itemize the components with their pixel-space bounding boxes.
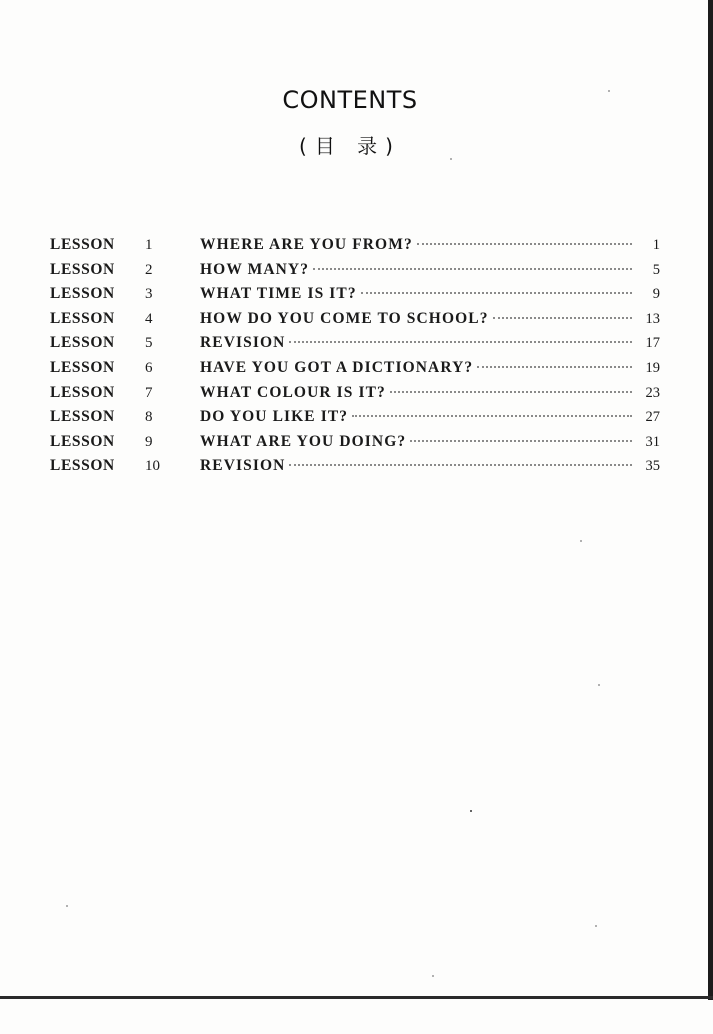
scan-speck (580, 540, 582, 542)
toc-entry (200, 381, 660, 406)
lesson-label: LESSON (50, 236, 115, 253)
lesson-title: REVISION (200, 334, 286, 352)
dot-leader (410, 440, 632, 442)
lesson-title: HOW MANY? (200, 260, 310, 278)
lesson-label: LESSON (50, 334, 115, 352)
page-number: 5 (652, 261, 660, 278)
lesson-label: LESSON (50, 285, 115, 303)
scan-speck (432, 975, 434, 977)
toc-row[interactable] (50, 356, 660, 381)
page-edge-shadow-right (708, 0, 713, 1000)
toc-row[interactable] (50, 381, 660, 406)
lesson-label: LESSON (50, 309, 115, 327)
scan-speck (470, 810, 472, 812)
lesson-number: 9 (145, 433, 153, 450)
dot-leader (352, 415, 632, 417)
lesson-number: 3 (145, 286, 153, 303)
lesson-title: DO YOU LIKE IT? (200, 408, 349, 426)
scan-speck (598, 684, 600, 686)
lesson-title: HOW DO YOU COME TO SCHOOL? (200, 309, 489, 327)
lesson-label: LESSON (50, 383, 115, 401)
toc-entry (200, 282, 660, 307)
toc-row[interactable] (50, 454, 660, 479)
page-number: 19 (645, 359, 660, 376)
lesson-label: LESSON (50, 432, 115, 450)
page-number: 1 (652, 237, 660, 253)
page-number: 27 (645, 409, 660, 426)
dot-leader (390, 391, 632, 393)
page-number: 17 (645, 335, 660, 352)
page-number: 23 (645, 384, 660, 401)
lesson-number: 2 (145, 261, 153, 278)
scan-speck (450, 158, 452, 160)
toc-entry (200, 356, 660, 381)
page-edge-shadow-bottom (0, 996, 713, 999)
page-number: 9 (652, 286, 660, 303)
lesson-label: LESSON (50, 457, 115, 475)
lesson-number: 8 (145, 409, 153, 426)
lesson-label: LESSON (50, 358, 115, 376)
dot-leader (493, 317, 632, 319)
toc-row[interactable] (50, 233, 660, 258)
lesson-number: 6 (145, 359, 153, 376)
toc-row[interactable] (50, 405, 660, 430)
lesson-number: 10 (145, 458, 160, 475)
lesson-title: REVISION (200, 457, 286, 475)
page-subtitle: (目 录) (299, 134, 401, 158)
toc-row[interactable] (50, 282, 660, 307)
dot-leader (289, 341, 632, 343)
lesson-title: WHAT TIME IS IT? (200, 285, 357, 303)
toc-entry (200, 307, 660, 332)
toc-entry (200, 405, 660, 430)
toc-row[interactable] (50, 258, 660, 283)
scan-speck (66, 905, 68, 907)
scan-speck (595, 925, 597, 927)
toc-entry (200, 430, 660, 455)
lesson-label: LESSON (50, 260, 115, 278)
lesson-title: WHAT ARE YOU DOING? (200, 432, 407, 450)
lesson-label: LESSON (50, 408, 115, 426)
lesson-number: 1 (145, 237, 153, 253)
toc-row[interactable] (50, 430, 660, 455)
scan-speck (608, 90, 610, 92)
page-number: 35 (645, 458, 660, 475)
lesson-title: WHAT COLOUR IS IT? (200, 383, 386, 401)
toc-entry (200, 454, 660, 479)
toc-row[interactable] (50, 331, 660, 356)
dot-leader (477, 366, 632, 368)
toc-entry (200, 233, 660, 258)
lesson-number: 5 (145, 335, 153, 352)
toc-entry (200, 331, 660, 356)
toc-entry (200, 258, 660, 283)
lesson-number: 7 (145, 384, 153, 401)
toc-row[interactable] (50, 307, 660, 332)
dot-leader (313, 268, 632, 270)
page-number: 13 (645, 310, 660, 327)
page-number: 31 (645, 433, 660, 450)
dot-leader (289, 464, 632, 466)
page-title: CONTENTS (282, 86, 418, 114)
lesson-number: 4 (145, 310, 153, 327)
lesson-title: WHERE ARE YOU FROM? (200, 236, 413, 253)
table-of-contents (50, 233, 660, 479)
lesson-title: HAVE YOU GOT A DICTIONARY? (200, 358, 474, 376)
dot-leader (417, 243, 632, 245)
dot-leader (361, 292, 632, 294)
